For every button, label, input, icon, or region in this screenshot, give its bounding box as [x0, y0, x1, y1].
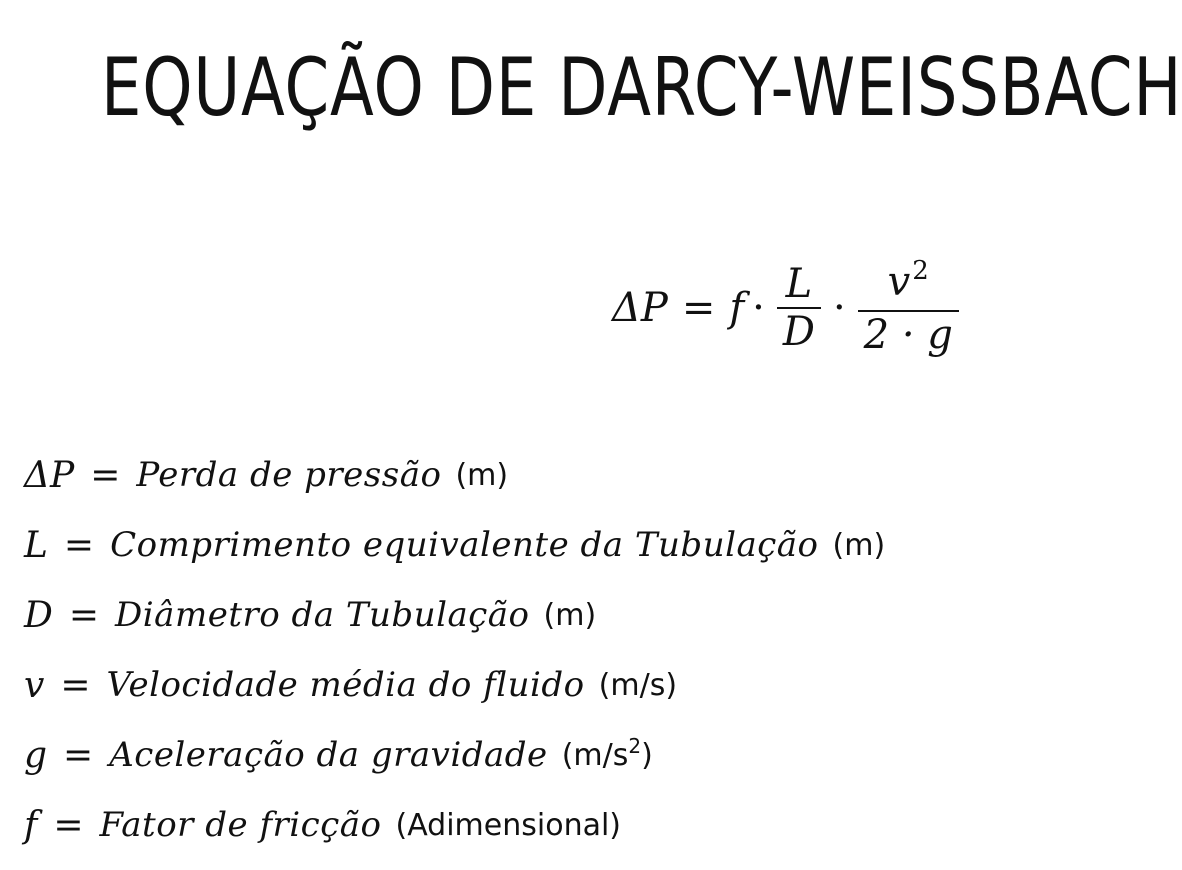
- fraction-numerator: L: [785, 261, 813, 307]
- definition-unit: (Adimensional): [395, 807, 622, 843]
- page-title: EQUAÇÃO DE DARCY-WEISSBACH: [101, 41, 1182, 134]
- fraction-length-diameter: [777, 261, 821, 355]
- definition-equals: =: [63, 524, 95, 566]
- formula-lhs: ΔP: [612, 285, 668, 331]
- definition-unit: (m): [455, 457, 509, 493]
- darcy-weisbach-formula: [612, 248, 963, 368]
- definition-pressure-loss: [24, 440, 885, 510]
- definition-description: Velocidade média do fluido: [106, 665, 585, 705]
- definition-symbol: D: [24, 594, 53, 636]
- definition-unit: (m): [543, 597, 597, 633]
- definition-unit: (m/s): [598, 667, 678, 703]
- unit-text: (m/s: [561, 737, 629, 773]
- fraction-velocity-gravity: [858, 255, 959, 358]
- definition-length: [24, 510, 885, 580]
- formula-factor: f: [729, 285, 745, 331]
- definition-friction-factor: [24, 790, 885, 860]
- definition-description: Perda de pressão: [136, 455, 442, 495]
- variable-definitions-list: [24, 440, 885, 860]
- formula-equals: =: [681, 285, 716, 331]
- exponent: 2: [912, 255, 929, 286]
- definition-symbol: L: [24, 524, 48, 566]
- velocity-symbol: v: [887, 258, 911, 305]
- unit-exponent: 2: [628, 733, 642, 758]
- definition-gravity: [24, 720, 885, 790]
- definition-equals: =: [60, 664, 91, 706]
- formula-dot-2: ·: [832, 285, 846, 331]
- definition-symbol: f: [24, 804, 38, 846]
- definition-description: Diâmetro da Tubulação: [115, 595, 530, 635]
- definition-diameter: [24, 580, 885, 650]
- definition-equals: =: [90, 454, 121, 496]
- unit-close: ): [641, 737, 653, 773]
- definition-velocity: [24, 650, 885, 720]
- fraction-denominator: 2 · g: [863, 311, 953, 358]
- definition-equals: =: [53, 804, 84, 846]
- fraction-denominator: D: [782, 309, 815, 355]
- definition-unit: (m): [832, 527, 886, 563]
- definition-symbol: v: [24, 664, 45, 706]
- definition-description: Aceleração da gravidade: [109, 735, 548, 775]
- fraction-numerator: [882, 255, 935, 310]
- definition-symbol: ΔP: [24, 454, 75, 496]
- definition-description: Comprimento equivalente da Tubulação: [110, 525, 819, 565]
- definition-description: Fator de fricção: [99, 805, 382, 845]
- definition-symbol: g: [24, 734, 48, 776]
- formula-dot-1: ·: [752, 285, 765, 331]
- definition-equals: =: [63, 734, 94, 776]
- definition-equals: =: [68, 594, 100, 636]
- definition-unit: [561, 733, 653, 773]
